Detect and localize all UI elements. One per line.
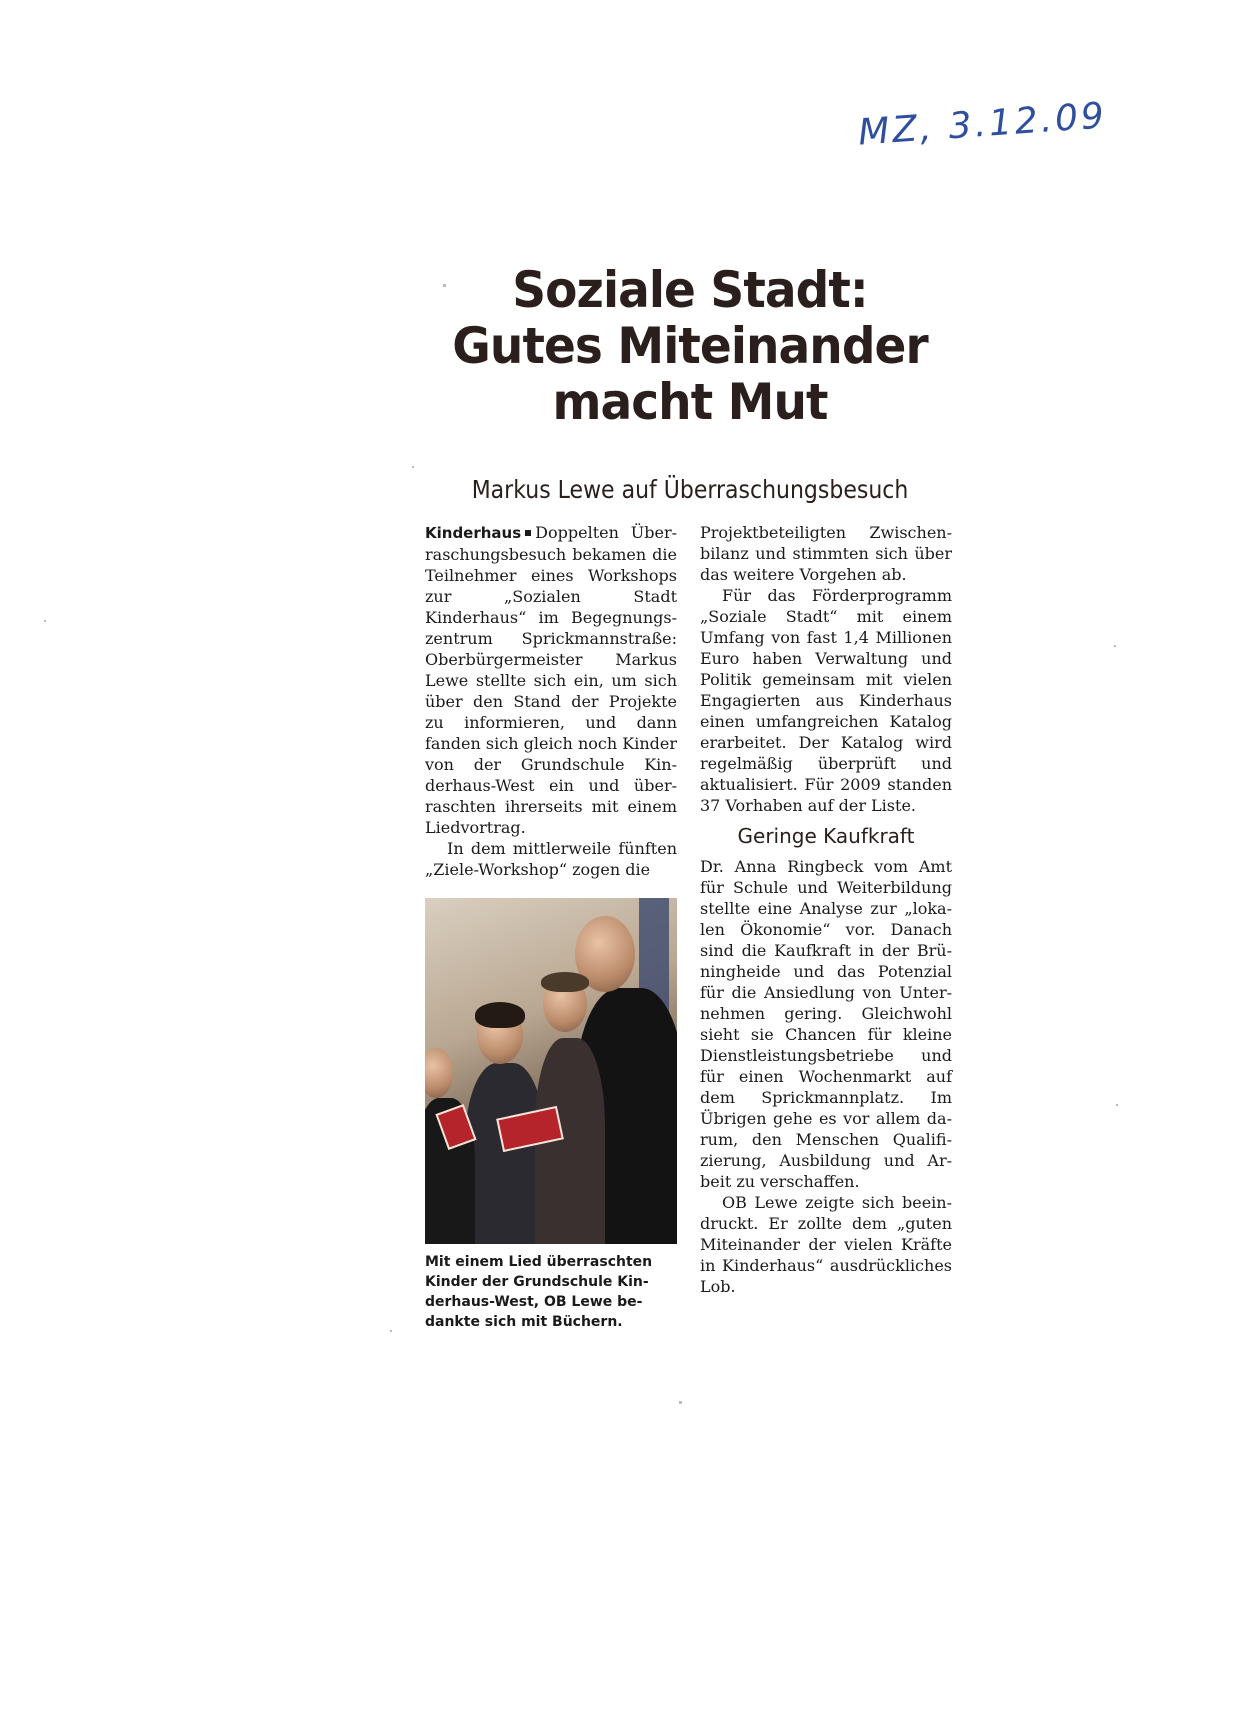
paragraph-4: Für das Förderprogramm „Soziale Stadt“ mit einem Umfang von fast 1,4 Millionen Euro haben Verwaltung und Politik gemeinsam mit vielen Engagierten aus Kinderhaus einen umfangreichen Katalog erarbeitet. Der Katalog wird regelmäßig überprüft und aktualisiert. Für 2009 standen 37 Vorhaben auf der Liste. [700,586,952,815]
subheadline: Markus Lewe auf Überraschungsbesuch [471,475,909,504]
section-subhead: Geringe Kaufkraft [737,824,915,848]
photo-hair-boy-1 [475,1002,525,1028]
paragraph-2: In dem mittlerweile fünften „Ziele-Workshop“ zogen die [425,839,677,879]
photo-head-child-left [425,1048,453,1098]
paragraph-5: Dr. Anna Ringbeck vom Amt für Schule und Weiterbildung stellte eine Analyse zur „lokalen Ökonomie“ vor. Danach sind die Kaufkraft in der Brüningheide und das Potenzial für die Ansiedlung von Unternehmen gering. Gleichwohl sieht sie Chancen für kleine Dienstleistungsbetriebe und für einen Wochenmarkt auf dem Sprickmannplatz. Im Übrigen gehe es vor allem darum, den Menschen Qualifizierung, Ausbildung und Arbeit zu verschaffen. [700,857,952,1191]
scan-speck [390,1330,392,1332]
paragraph-6: OB Lewe zeigte sich beeindruckt. Er zollte dem „guten Miteinander der vielen Kräfte in Kinderhaus“ ausdrückliches Lob. [700,1193,952,1296]
headline-line-3: macht Mut [552,373,828,431]
headline-line-2: Gutes Miteinander [452,317,928,375]
photo-caption [425,1252,677,1332]
scan-speck [679,1401,682,1404]
headline-line-1: Soziale Stadt: [512,261,868,319]
scan-speck [443,284,446,287]
article-photo [425,898,677,1244]
right-column [700,522,952,1297]
dateline: Kinderhaus [425,524,522,542]
photo-hair-boy-2 [541,972,589,992]
left-column [425,522,677,880]
scan-speck [1114,645,1116,647]
caption-line-1: Mit einem Lied überraschten [425,1254,653,1270]
caption-line-2: Kinder der Grundschule Kin- [425,1274,649,1290]
bullet-icon [525,530,531,536]
scan-speck [44,620,46,622]
headline [441,262,939,430]
photo-figure-boy-1 [465,1063,545,1244]
handwritten-date-note: MZ, 3.12.09 [856,95,1109,154]
paragraph-1-text: Doppelten Überraschungsbesuch bekamen die Teilnehmer eines Workshops zur „Sozialen Stadt Kinderhaus“ im Begegnungszentrum Sprickmannstraße: Oberbürgermeister Markus Lewe stellte sich ein, um sich über den Stand der Projekte zu informieren, und dann fanden sich gleich noch Kinder von der Grundschule Kinderhaus-West ein und überraschten ihrerseits mit einem Liedvortrag. [425,523,677,837]
scan-speck [412,466,414,468]
caption-line-3: derhaus-West, OB Lewe be- [425,1294,643,1310]
scan-speck [1116,1104,1118,1106]
caption-line-4: dankte sich mit Büchern. [425,1314,623,1330]
paragraph-1 [425,522,677,838]
paragraph-3: Projektbeteiligten Zwischenbilanz und stimmten sich über das weitere Vorgehen ab. [700,523,952,584]
